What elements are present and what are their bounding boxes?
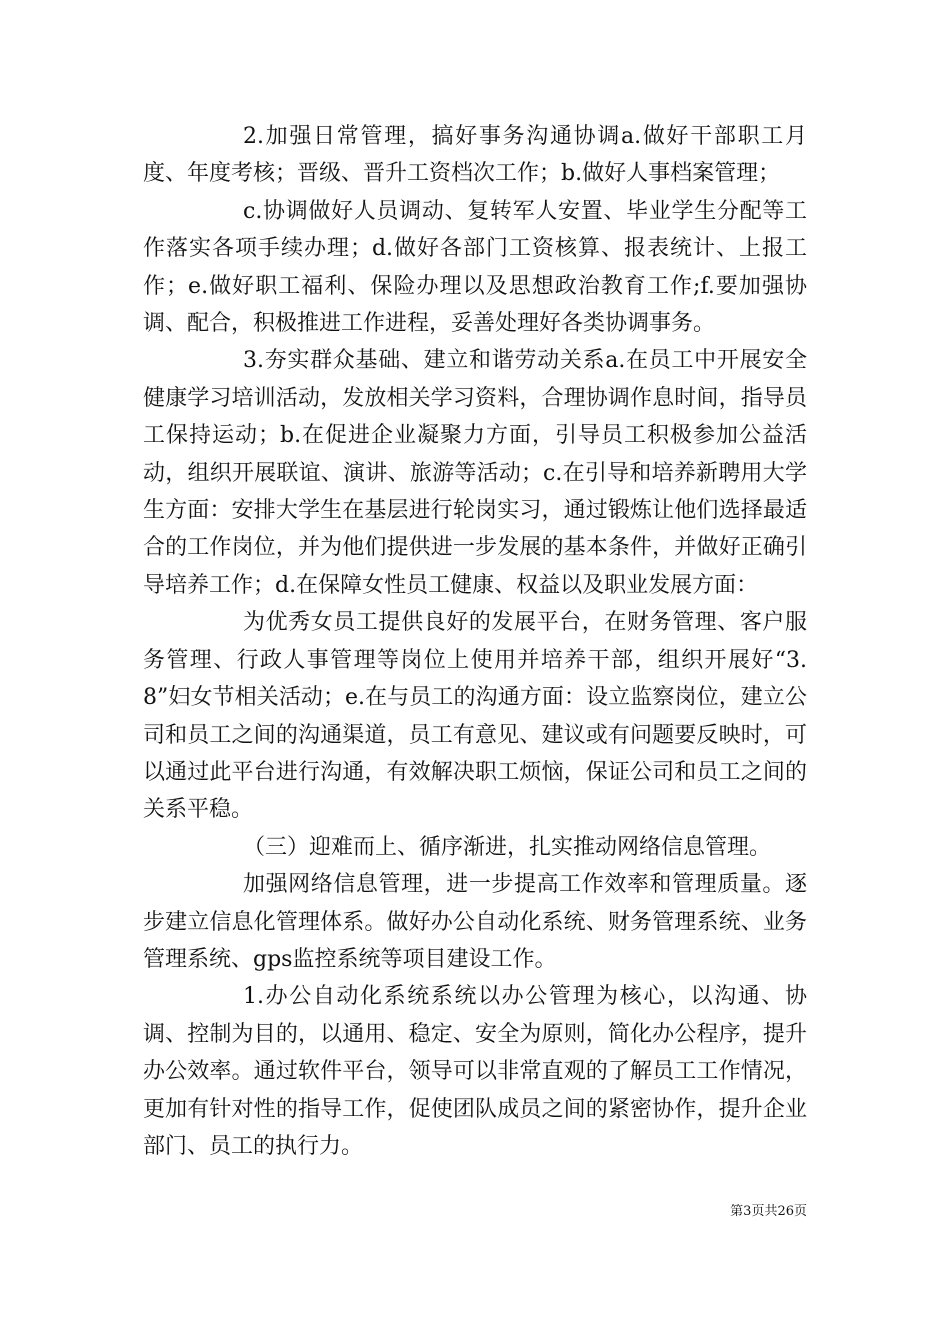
paragraph-office-automation: 1.办公自动化系统系统以办公管理为核心，以沟通、协调、控制为目的，以通用、稳定、安全为原则，简化办公程序，提升办公效率。通过软件平台，领导可以非常直观的了解员工工作情况，更加有针对性的指导工作，促使团队成员之间的紧密协作，提升企业部门、员工的执行力。: [143, 984, 807, 1159]
paragraph-labor-relations: 3.夯实群众基础、建立和谐劳动关系a.在员工中开展安全健康学习培训活动，发放相关学习资料，合理协调作息时间，指导员工保持运动；b.在促进企业凝聚力方面，引导员工积极参加公益活动，组织开展联谊、演讲、旅游等活动；c.在引导和培养新聘用大学生方面：安排大学生在基层进行轮岗实习，通过锻炼让他们选择最适合的工作岗位，并为他们提供进一步发展的基本条件，并做好正确引导培养工作；d.在保障女性员工健康、权益以及职业发展方面：: [143, 348, 807, 598]
paragraph-female-staff: 为优秀女员工提供良好的发展平台，在财务管理、客户服务管理、行政人事管理等岗位上使用并培养干部，组织开展好“3.8”妇女节相关活动；e.在与员工的沟通方面：设立监察岗位，建立公司和员工之间的沟通渠道，员工有意见、建议或有问题要反映时，可以通过此平台进行沟通，有效解决职工烦恼，保证公司和员工之间的关系平稳。: [143, 610, 807, 823]
document-body: [143, 118, 807, 1165]
page-number-footer: 第3页共26页: [730, 1204, 807, 1219]
paragraph-coordination-tasks: c.协调做好人员调动、复转军人安置、毕业学生分配等工作落实各项手续办理；d.做好各部门工资核算、报表统计、上报工作；e.做好职工福利、保险办理以及思想政治教育工作;f.要加强协调、配合，积极推进工作进程，妥善处理好各类协调事务。: [143, 198, 807, 337]
section-heading-network-management: （三）迎难而上、循序渐进，扎实推动网络信息管理。: [243, 834, 772, 860]
paragraph-network-management: 加强网络信息管理，进一步提高工作效率和管理质量。逐步建立信息化管理体系。做好办公自动化系统、财务管理系统、业务管理系统、gps监控系统等项目建设工作。: [143, 872, 807, 972]
paragraph-daily-management: 2.加强日常管理，搞好事务沟通协调a.做好干部职工月度、年度考核；晋级、晋升工资档次工作；b.做好人事档案管理；: [143, 124, 807, 187]
